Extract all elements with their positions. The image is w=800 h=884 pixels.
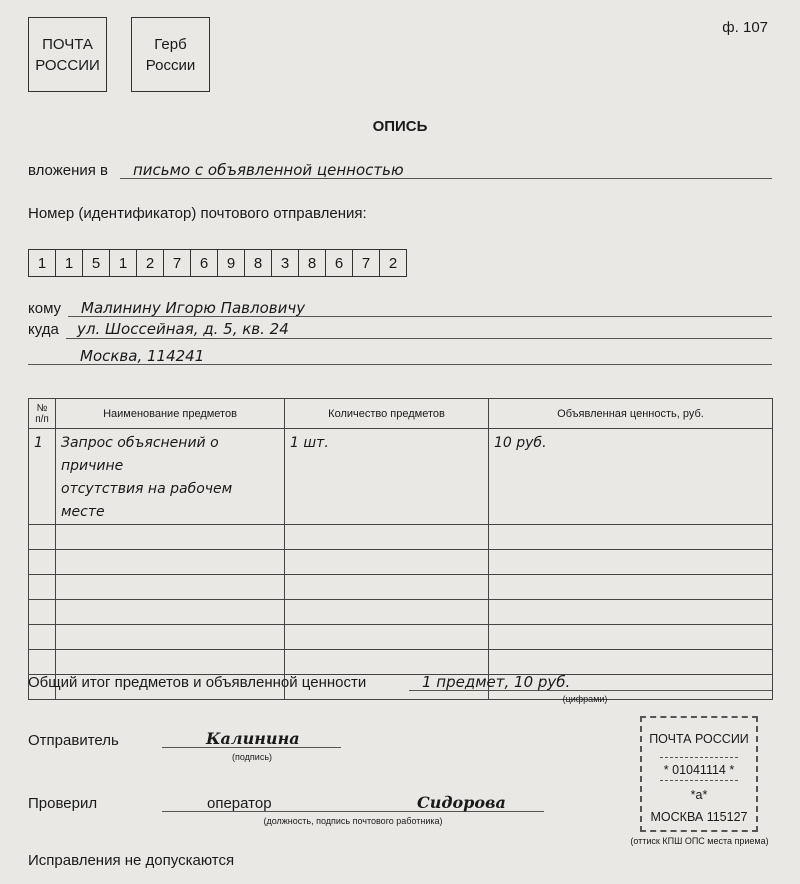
cell-value [489, 525, 773, 550]
cell-name-text [56, 600, 284, 603]
cell-quantity [285, 525, 489, 550]
page-title: ОПИСЬ [372, 118, 428, 135]
col-header-value: Объявленная ценность, руб. [489, 399, 773, 429]
cell-quantity-text [285, 525, 488, 528]
address-line-1: ул. Шоссейная, д. 5, кв. 24 [77, 320, 289, 338]
footer-note: Исправления не допускаются [28, 852, 235, 869]
sender-label: Отправитель [28, 732, 119, 749]
stamp-line-2: * 01041114 * [663, 763, 735, 777]
attachment-value: письмо с объявленной ценностью [133, 161, 404, 179]
total-label: Общий итог предметов и объявленной ценности [28, 674, 367, 691]
cell-value-text [489, 550, 772, 553]
post-office-stamp [640, 716, 758, 832]
tracking-digit: 1 [55, 249, 83, 277]
cell-value-text [489, 575, 772, 578]
cell-name [56, 600, 285, 625]
table-row [29, 625, 773, 650]
cell-name [56, 575, 285, 600]
stamp-line-4: МОСКВА 115127 [650, 810, 748, 824]
tracking-digit: 8 [244, 249, 272, 277]
cell-value-text [489, 525, 772, 528]
cell-quantity-text [285, 625, 488, 628]
cell-name [56, 625, 285, 650]
cell-name-text: Запрос объяснений о причине отсутствия на рабочем месте [61, 435, 233, 520]
cell-value-text [489, 625, 772, 628]
recipient-name: Малинину Игорю Павловичу [81, 299, 306, 317]
stamp-dash-top [660, 757, 738, 758]
to-label: кому [28, 300, 62, 317]
cell-value [489, 650, 773, 675]
stamp-dash-bottom [660, 780, 738, 781]
cell-name [56, 650, 285, 675]
total-value: 1 предмет, 10 руб. [422, 673, 571, 691]
cell-quantity-text: 1 шт. [290, 435, 329, 451]
cell-quantity-text [285, 550, 488, 553]
tracking-label: Номер (идентификатор) почтового отправления: [28, 205, 367, 222]
table-row [29, 525, 773, 550]
cell-quantity-text [285, 650, 488, 653]
cell-number-text [29, 650, 55, 653]
tracking-digit: 3 [271, 249, 299, 277]
cell-number-text: 1 [34, 435, 43, 451]
col-header-name: Наименование предметов [56, 399, 285, 429]
cell-number-text [29, 575, 55, 578]
cell-number-text [29, 625, 55, 628]
cell-number [29, 525, 56, 550]
tracking-digit: 7 [352, 249, 380, 277]
checker-signature: Сидорова [417, 793, 506, 812]
table-row [29, 550, 773, 575]
cell-number [29, 429, 56, 525]
cell-value-text [489, 650, 772, 653]
stamp-caption: (оттиск КПШ ОПС места приема) [630, 836, 769, 846]
cell-value-text [489, 600, 772, 603]
cell-name-text [56, 525, 284, 528]
cell-name-text [56, 650, 284, 653]
cell-name-text [56, 625, 284, 628]
cell-number-text [29, 600, 55, 603]
cell-name [56, 525, 285, 550]
sender-caption: (подпись) [231, 752, 273, 762]
where-label: куда [28, 321, 59, 338]
cell-number-text [29, 550, 55, 553]
cell-quantity [285, 650, 489, 675]
cell-quantity [285, 575, 489, 600]
cell-value [489, 625, 773, 650]
coat-of-arms-box: Герб России [131, 17, 210, 92]
cell-number [29, 600, 56, 625]
cell-name [56, 429, 285, 525]
cell-quantity-text [285, 600, 488, 603]
checker-position: оператор [207, 795, 272, 812]
cell-name-text [56, 575, 284, 578]
items-table [28, 398, 773, 700]
cell-value [489, 600, 773, 625]
cell-number [29, 650, 56, 675]
address-line-2: Москва, 114241 [80, 347, 205, 365]
cell-value [489, 550, 773, 575]
table-row [29, 575, 773, 600]
checked-caption: (должность, подпись почтового работника) [263, 816, 443, 826]
stamp-line-1: ПОЧТА РОССИИ [649, 732, 749, 746]
cell-name [56, 550, 285, 575]
col-header-quantity: Количество предметов [285, 399, 489, 429]
tracking-digit: 6 [325, 249, 353, 277]
cell-quantity [285, 600, 489, 625]
cell-number [29, 550, 56, 575]
tracking-digit: 9 [217, 249, 245, 277]
total-caption: (цифрами) [562, 694, 608, 704]
tracking-digit: 5 [82, 249, 110, 277]
table-row [29, 650, 773, 675]
table-row [29, 429, 773, 525]
tracking-digit: 8 [298, 249, 326, 277]
post-logo-box: ПОЧТА РОССИИ [28, 17, 107, 92]
tracking-digit: 1 [28, 249, 56, 277]
tracking-digit: 2 [379, 249, 407, 277]
cell-number [29, 575, 56, 600]
where-underline [66, 338, 772, 339]
cell-number-text [29, 525, 55, 528]
cell-name-text [56, 550, 284, 553]
cell-number [29, 625, 56, 650]
sender-signature: Калинина [206, 729, 300, 748]
cell-quantity [285, 550, 489, 575]
tracking-number [28, 249, 406, 277]
cell-value [489, 429, 773, 525]
table-row [29, 600, 773, 625]
tracking-digit: 6 [190, 249, 218, 277]
tracking-digit: 2 [136, 249, 164, 277]
cell-quantity-text [285, 575, 488, 578]
cell-value [489, 575, 773, 600]
cell-quantity [285, 429, 489, 525]
stamp-line-3: *а* [690, 788, 708, 802]
checked-label: Проверил [28, 795, 98, 812]
tracking-digit: 7 [163, 249, 191, 277]
cell-value-text: 10 руб. [494, 435, 547, 451]
table-header-row [29, 399, 773, 429]
attachment-label: вложения в [28, 162, 109, 179]
cell-quantity [285, 625, 489, 650]
tracking-digit: 1 [109, 249, 137, 277]
col-header-number: № п/п [29, 399, 56, 429]
form-number: ф. 107 [722, 19, 768, 36]
